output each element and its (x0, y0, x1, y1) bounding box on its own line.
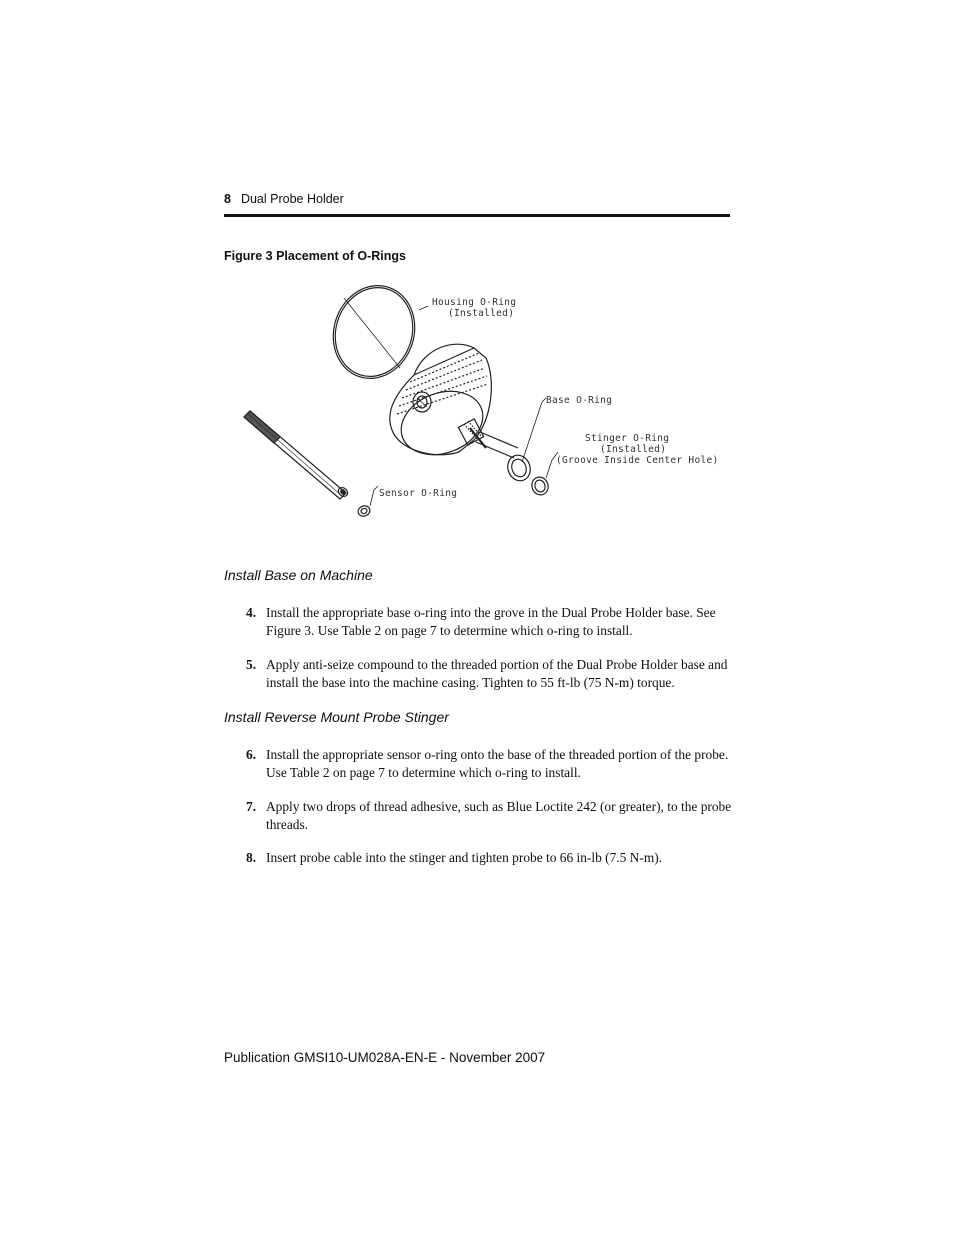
running-header-title: Dual Probe Holder (240, 192, 344, 206)
publication-footer: Publication GMSI10-UM028A-EN-E - November 2007 (224, 1050, 546, 1065)
running-header (224, 192, 344, 206)
step-item (246, 798, 736, 833)
housing-o-ring-illustration (321, 280, 426, 389)
page-number: 8 (224, 192, 231, 206)
probe-illustration (244, 411, 349, 499)
stinger-o-ring-note: (Groove Inside Center Hole) (556, 455, 719, 466)
stinger-o-ring-label: Stinger O-Ring (585, 433, 670, 444)
step-number: 8. (246, 850, 257, 865)
step-text: Install the appropriate sensor o-ring onto the base of the threaded portion of the probe. Use Table 2 on page 7 to determine which o-ring to install. (266, 747, 729, 780)
housing-o-ring-label: Housing O-Ring (432, 297, 517, 308)
stinger-o-ring-sublabel: (Installed) (600, 444, 667, 455)
step-number: 4. (246, 605, 257, 620)
step-text: Install the appropriate base o-ring into the grove in the Dual Probe Holder base. See Figure 3. Use Table 2 on page 7 to determine which o-ring to install. (266, 605, 716, 638)
header-rule (224, 214, 730, 217)
step-number: 7. (246, 799, 257, 814)
step-text: Apply two drops of thread adhesive, such as Blue Loctite 242 (or greater), to the probe threads. (266, 799, 732, 832)
sensor-o-ring-illustration (357, 504, 372, 518)
step-item (246, 849, 736, 867)
step-item (246, 604, 736, 639)
step-text: Insert probe cable into the stinger and tighten probe to 66 in-lb (7.5 N-m). (266, 850, 663, 865)
base-o-ring-illustration (504, 452, 534, 484)
section-heading-install-stinger: Install Reverse Mount Probe Stinger (224, 709, 449, 725)
stinger-o-ring-illustration (529, 475, 550, 497)
o-ring-placement-figure (224, 280, 730, 530)
step-text: Apply anti-seize compound to the threaded portion of the Dual Probe Holder base and install the base into the machine casing. Tighten to 55 ft-lb (75 N-m) torque. (266, 657, 728, 690)
sensor-o-ring-label: Sensor O-Ring (379, 488, 458, 499)
figure-title: Figure 3 Placement of O-Rings (224, 249, 406, 263)
section-heading-install-base: Install Base on Machine (224, 567, 373, 583)
housing-o-ring-sublabel: (Installed) (448, 308, 515, 319)
housing-illustration (390, 344, 518, 465)
step-number: 5. (246, 657, 257, 672)
step-item (246, 746, 736, 781)
step-item (246, 656, 736, 691)
step-number: 6. (246, 747, 257, 762)
base-o-ring-label: Base O-Ring (546, 395, 613, 406)
